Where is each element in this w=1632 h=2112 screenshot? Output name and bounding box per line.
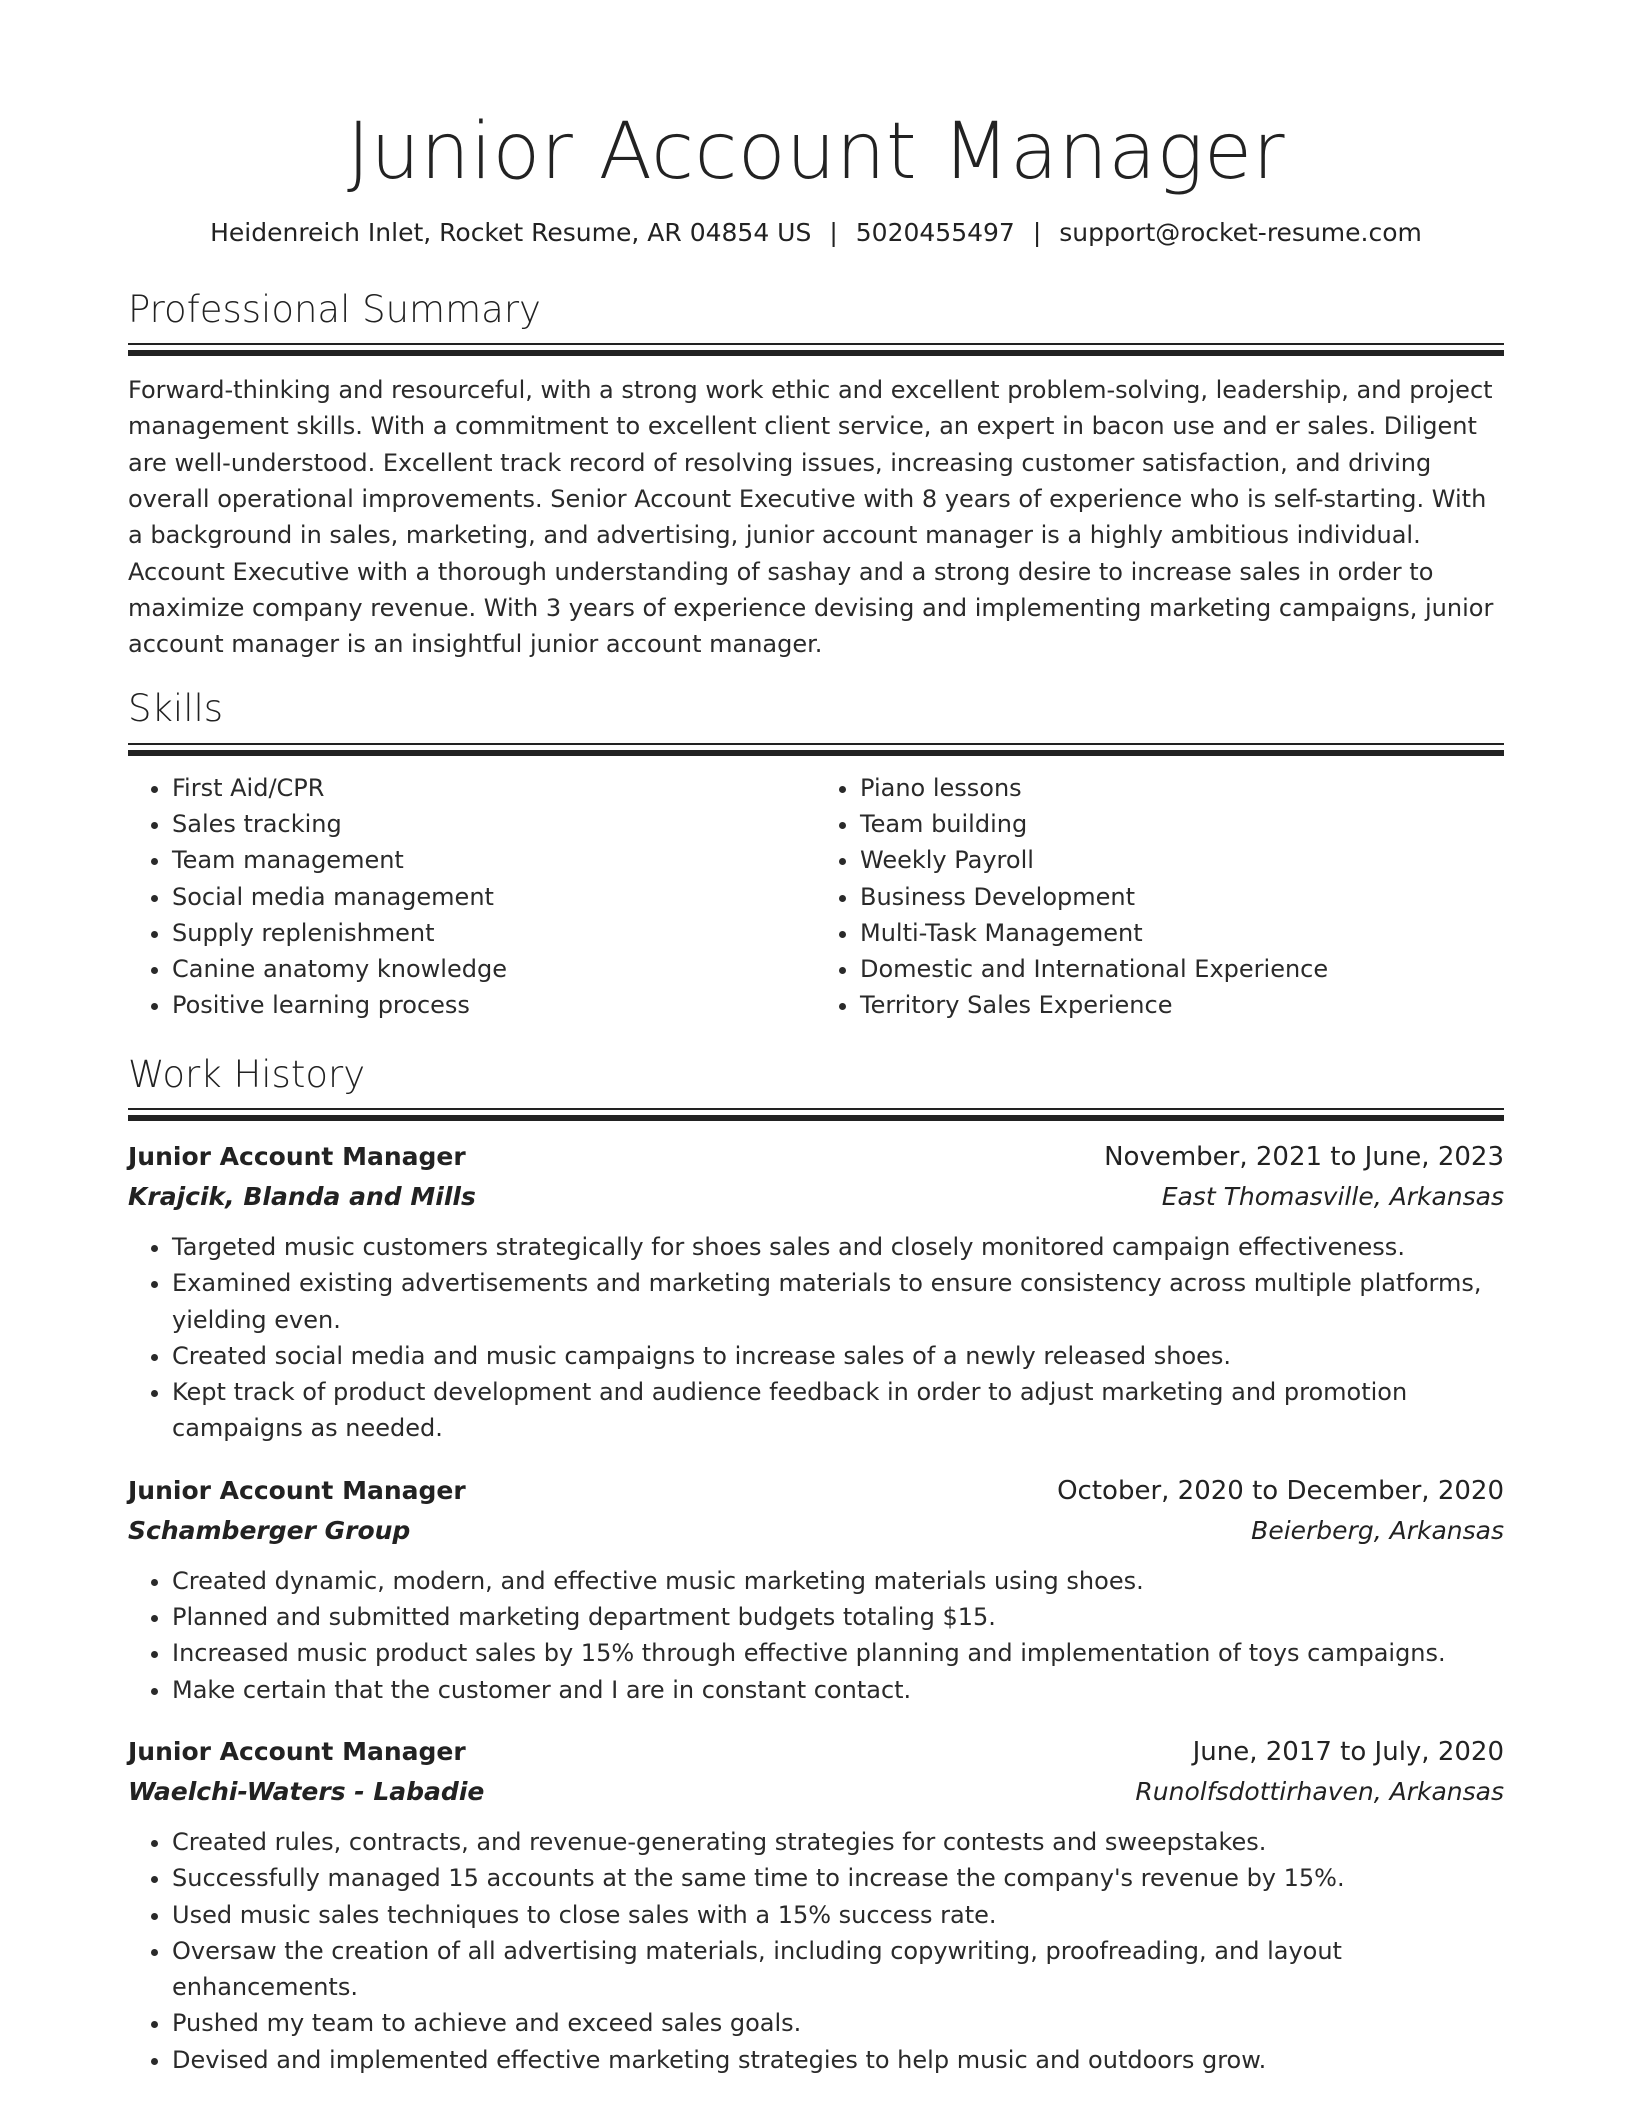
section-rule-thick (128, 750, 1504, 756)
summary-section (128, 287, 1504, 663)
job-bullet: • Kept track of product development and audience feedback in order to adjust marketing and promotion campaigns as needed. (172, 1374, 1504, 1447)
contact-separator: | (829, 217, 838, 247)
job-bullet: • Oversaw the creation of all advertising materials, including copywriting, proofreading, and layout enhancements. (172, 1933, 1504, 2006)
skill-item: • Territory Sales Experience (860, 987, 1504, 1023)
job-header (128, 1732, 1504, 1772)
job-title: Junior Account Manager (128, 1142, 466, 1171)
work-section (128, 1052, 1504, 2078)
contact-line (128, 218, 1504, 247)
contact-separator: | (1032, 217, 1042, 247)
section-title-work: Work History (128, 1052, 366, 1096)
job-bullets (128, 1229, 1504, 1447)
skills-section (128, 686, 1504, 1023)
skill-item: • First Aid/CPR (172, 770, 816, 806)
job-dates: November, 2021 to June, 2023 (1104, 1142, 1504, 1172)
job-location: East Thomasville, Arkansas (1161, 1182, 1504, 1211)
job-header (128, 1137, 1504, 1177)
section-rule-thick (128, 1115, 1504, 1121)
skill-item: • Positive learning process (172, 987, 816, 1023)
job-company: Waelchi-Waters - Labadie (128, 1776, 485, 1806)
contact-email: support@rocket-resume.com (1059, 217, 1422, 247)
skill-item: • Multi-Task Management (860, 915, 1504, 951)
job-location: Runolfsdottirhaven, Arkansas (1135, 1776, 1504, 1806)
job-bullet: • Created social media and music campaigns to increase sales of a newly released shoes. (172, 1338, 1504, 1374)
job-bullet: • Make certain that the customer and I are in constant contact. (172, 1672, 1504, 1708)
summary-text: Forward-thinking and resourceful, with a strong work ethic and excellent problem-solving, leadership, and project management skills. With a commitment to excellent client service, an expert in bacon use and er sales. Diligent are well-understood. Excellent track record of resolving issues, increasing customer satisfaction, and driving overall operational improvements. Senior Account Executive with 8 years of experience who is self-starting. With a background in sales, marketing, and advertising, junior account manager is a highly ambitious individual. Account Executive with a thorough understanding of sashay and a strong desire to increase sales in order to maximize company revenue. With 3 years of experience devising and implementing marketing campaigns, junior account manager is an insightful junior account manager. (128, 376, 1494, 659)
skill-item: • Domestic and International Experience (860, 951, 1504, 987)
job-bullet: • Created dynamic, modern, and effective music marketing materials using shoes. (172, 1563, 1504, 1599)
job-bullet: • Used music sales techniques to close sales with a 15% success rate. (172, 1897, 1504, 1933)
skill-item: • Team management (172, 842, 816, 878)
skill-item: • Sales tracking (172, 806, 816, 842)
job-location: Beierberg, Arkansas (1251, 1515, 1504, 1545)
job-bullets (128, 1824, 1504, 2078)
job-bullet: • Examined existing advertisements and marketing materials to ensure consistency across multiple platforms, yielding even. (172, 1265, 1504, 1338)
job-bullet: • Planned and submitted marketing department budgets totaling $15. (172, 1599, 1504, 1635)
job-bullet: • Created rules, contracts, and revenue-generating strategies for contests and sweepstakes. (172, 1824, 1504, 1860)
job-entry (128, 1471, 1504, 1708)
skill-item: • Team building (860, 806, 1504, 842)
job-title: Junior Account Manager (128, 1736, 466, 1766)
section-title-summary: Professional Summary (128, 287, 541, 331)
job-subheader (128, 1772, 1504, 1812)
section-title-skills: Skills (128, 687, 224, 731)
job-entry (128, 1732, 1504, 2078)
section-rule (128, 1108, 1504, 1110)
resume-name: Junior Account Manager (346, 107, 1286, 197)
job-entry (128, 1137, 1504, 1447)
job-bullet: • Successfully managed 15 accounts at the same time to increase the company's revenue by 15%. (172, 1860, 1504, 1896)
skill-item: • Weekly Payroll (860, 842, 1504, 878)
section-rule (128, 743, 1504, 745)
contact-address: Heidenreich Inlet, Rocket Resume, AR 04854 US (210, 217, 812, 247)
skill-item: • Canine anatomy knowledge (172, 951, 816, 987)
skill-item: • Business Development (860, 879, 1504, 915)
job-title: Junior Account Manager (128, 1475, 466, 1505)
job-company: Schamberger Group (128, 1515, 411, 1545)
section-rule (128, 343, 1504, 345)
skills-columns (128, 770, 1504, 1024)
section-rule-thick (128, 350, 1504, 356)
job-dates: June, 2017 to July, 2020 (1192, 1736, 1504, 1767)
job-bullet: • Pushed my team to achieve and exceed sales goals. (172, 2005, 1504, 2041)
job-bullets (128, 1563, 1504, 1708)
skill-item: • Piano lessons (860, 770, 1504, 806)
skills-list-left (128, 770, 816, 1024)
job-bullet: • Targeted music customers strategically for shoes sales and closely monitored campaign effectiveness. (172, 1229, 1504, 1265)
skill-item: • Social media management (172, 879, 816, 915)
job-bullet: • Increased music product sales by 15% through effective planning and implementation of toys campaigns. (172, 1635, 1504, 1671)
job-bullet: • Devised and implemented effective marketing strategies to help music and outdoors grow. (172, 2042, 1504, 2078)
skills-list-right (816, 770, 1504, 1024)
job-header (128, 1471, 1504, 1511)
job-subheader (128, 1177, 1504, 1217)
job-company: Krajcik, Blanda and Mills (128, 1182, 476, 1211)
skill-item: • Supply replenishment (172, 915, 816, 951)
job-subheader (128, 1511, 1504, 1551)
contact-phone: 5020455497 (855, 217, 1015, 247)
job-dates: October, 2020 to December, 2020 (1057, 1475, 1504, 1506)
